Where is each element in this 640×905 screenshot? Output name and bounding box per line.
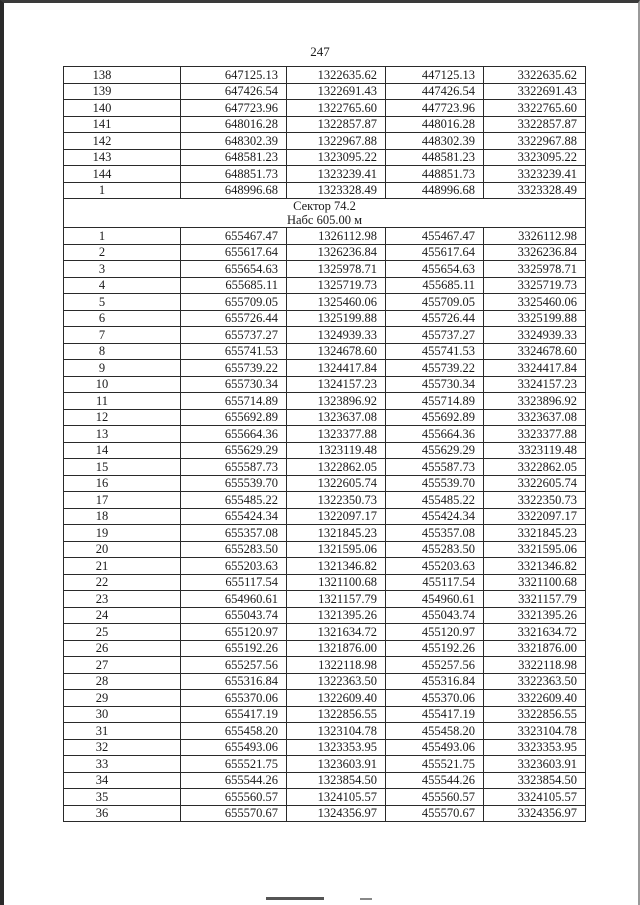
y-coord-cell: 1322765.60 <box>287 100 386 117</box>
point-number-cell: 139 <box>64 83 181 100</box>
x2-coord-cell: 454960.61 <box>386 591 484 608</box>
table-row <box>64 133 586 150</box>
point-number-cell: 27 <box>64 657 181 674</box>
point-number-cell: 11 <box>64 393 181 410</box>
table-row <box>64 277 586 294</box>
point-number-cell: 8 <box>64 343 181 360</box>
y2-coord-cell: 3324939.33 <box>484 327 586 344</box>
x-coord-cell: 655357.08 <box>181 525 287 542</box>
y-coord-cell: 1324417.84 <box>287 360 386 377</box>
y-coord-cell: 1324105.57 <box>287 789 386 806</box>
point-number-cell: 9 <box>64 360 181 377</box>
y-coord-cell: 1326236.84 <box>287 244 386 261</box>
y-coord-cell: 1322609.40 <box>287 690 386 707</box>
table-row <box>64 116 586 133</box>
table-row <box>64 657 586 674</box>
x2-coord-cell: 455709.05 <box>386 294 484 311</box>
y2-coord-cell: 3322862.05 <box>484 459 586 476</box>
y2-coord-cell: 3322118.98 <box>484 657 586 674</box>
y-coord-cell: 1323896.92 <box>287 393 386 410</box>
point-number-cell: 141 <box>64 116 181 133</box>
point-number-cell: 138 <box>64 67 181 84</box>
x2-coord-cell: 455741.53 <box>386 343 484 360</box>
x2-coord-cell: 447723.96 <box>386 100 484 117</box>
x2-coord-cell: 455283.50 <box>386 541 484 558</box>
table-row <box>64 442 586 459</box>
point-number-cell: 1 <box>64 228 181 245</box>
x2-coord-cell: 455737.27 <box>386 327 484 344</box>
x2-coord-cell: 455417.19 <box>386 706 484 723</box>
point-number-cell: 6 <box>64 310 181 327</box>
x-coord-cell: 655283.50 <box>181 541 287 558</box>
y-coord-cell: 1321157.79 <box>287 591 386 608</box>
point-number-cell: 31 <box>64 723 181 740</box>
point-number-cell: 33 <box>64 756 181 773</box>
x-coord-cell: 648302.39 <box>181 133 287 150</box>
y-coord-cell: 1323603.91 <box>287 756 386 773</box>
table-row <box>64 261 586 278</box>
x-coord-cell: 654960.61 <box>181 591 287 608</box>
x-coord-cell: 648851.73 <box>181 166 287 183</box>
y2-coord-cell: 3323603.91 <box>484 756 586 773</box>
table-row <box>64 756 586 773</box>
point-number-cell: 2 <box>64 244 181 261</box>
x-coord-cell: 655521.75 <box>181 756 287 773</box>
table-row <box>64 294 586 311</box>
x-coord-cell: 655544.26 <box>181 772 287 789</box>
table-row <box>64 376 586 393</box>
x-coord-cell: 655685.11 <box>181 277 287 294</box>
point-number-cell: 18 <box>64 508 181 525</box>
x-coord-cell: 655192.26 <box>181 640 287 657</box>
y-coord-cell: 1325460.06 <box>287 294 386 311</box>
table-row <box>64 723 586 740</box>
coordinates-table <box>63 66 586 822</box>
table-row <box>64 100 586 117</box>
point-number-cell: 29 <box>64 690 181 707</box>
x2-coord-cell: 455043.74 <box>386 607 484 624</box>
point-number-cell: 24 <box>64 607 181 624</box>
y2-coord-cell: 3321100.68 <box>484 574 586 591</box>
point-number-cell: 5 <box>64 294 181 311</box>
table-row <box>64 607 586 624</box>
x2-coord-cell: 448302.39 <box>386 133 484 150</box>
y-coord-cell: 1321395.26 <box>287 607 386 624</box>
point-number-cell: 25 <box>64 624 181 641</box>
table-row <box>64 591 586 608</box>
x2-coord-cell: 455203.63 <box>386 558 484 575</box>
x-coord-cell: 655560.57 <box>181 789 287 806</box>
y2-coord-cell: 3323377.88 <box>484 426 586 443</box>
y-coord-cell: 1322862.05 <box>287 459 386 476</box>
x2-coord-cell: 455629.29 <box>386 442 484 459</box>
x-coord-cell: 655458.20 <box>181 723 287 740</box>
x2-coord-cell: 455458.20 <box>386 723 484 740</box>
y2-coord-cell: 3325719.73 <box>484 277 586 294</box>
x2-coord-cell: 455685.11 <box>386 277 484 294</box>
y2-coord-cell: 3323328.49 <box>484 182 586 199</box>
y2-coord-cell: 3326236.84 <box>484 244 586 261</box>
y-coord-cell: 1323095.22 <box>287 149 386 166</box>
x2-coord-cell: 455726.44 <box>386 310 484 327</box>
table-row <box>64 149 586 166</box>
y2-coord-cell: 3321876.00 <box>484 640 586 657</box>
x-coord-cell: 655726.44 <box>181 310 287 327</box>
x2-coord-cell: 455521.75 <box>386 756 484 773</box>
section-header <box>64 199 586 228</box>
y2-coord-cell: 3323353.95 <box>484 739 586 756</box>
x-coord-cell: 655664.36 <box>181 426 287 443</box>
y2-coord-cell: 3323119.48 <box>484 442 586 459</box>
y-coord-cell: 1324356.97 <box>287 805 386 822</box>
y2-coord-cell: 3322609.40 <box>484 690 586 707</box>
x-coord-cell: 655117.54 <box>181 574 287 591</box>
y2-coord-cell: 3323104.78 <box>484 723 586 740</box>
x2-coord-cell: 455654.63 <box>386 261 484 278</box>
y-coord-cell: 1322350.73 <box>287 492 386 509</box>
point-number-cell: 26 <box>64 640 181 657</box>
y2-coord-cell: 3322097.17 <box>484 508 586 525</box>
y2-coord-cell: 3322857.87 <box>484 116 586 133</box>
section-subtitle: Набс 605.00 м <box>286 213 363 227</box>
y-coord-cell: 1323353.95 <box>287 739 386 756</box>
x2-coord-cell: 455570.67 <box>386 805 484 822</box>
y-coord-cell: 1322097.17 <box>287 508 386 525</box>
y-coord-cell: 1322691.43 <box>287 83 386 100</box>
table-row <box>64 409 586 426</box>
y-coord-cell: 1325719.73 <box>287 277 386 294</box>
point-number-cell: 32 <box>64 739 181 756</box>
x2-coord-cell: 455192.26 <box>386 640 484 657</box>
y2-coord-cell: 3321845.23 <box>484 525 586 542</box>
y2-coord-cell: 3323637.08 <box>484 409 586 426</box>
point-number-cell: 35 <box>64 789 181 806</box>
x2-coord-cell: 455467.47 <box>386 228 484 245</box>
x2-coord-cell: 455424.34 <box>386 508 484 525</box>
x-coord-cell: 655741.53 <box>181 343 287 360</box>
table-row <box>64 690 586 707</box>
bottom-mark <box>360 898 372 900</box>
table-row <box>64 244 586 261</box>
x2-coord-cell: 447426.54 <box>386 83 484 100</box>
x2-coord-cell: 455560.57 <box>386 789 484 806</box>
x-coord-cell: 655587.73 <box>181 459 287 476</box>
point-number-cell: 1 <box>64 182 181 199</box>
point-number-cell: 12 <box>64 409 181 426</box>
x2-coord-cell: 455617.64 <box>386 244 484 261</box>
point-number-cell: 22 <box>64 574 181 591</box>
x2-coord-cell: 448851.73 <box>386 166 484 183</box>
x2-coord-cell: 455587.73 <box>386 459 484 476</box>
y-coord-cell: 1321100.68 <box>287 574 386 591</box>
y2-coord-cell: 3323854.50 <box>484 772 586 789</box>
y-coord-cell: 1324157.23 <box>287 376 386 393</box>
y-coord-cell: 1321876.00 <box>287 640 386 657</box>
y2-coord-cell: 3321595.06 <box>484 541 586 558</box>
y-coord-cell: 1323119.48 <box>287 442 386 459</box>
table-row <box>64 640 586 657</box>
y2-coord-cell: 3322635.62 <box>484 67 586 84</box>
x-coord-cell: 655570.67 <box>181 805 287 822</box>
x2-coord-cell: 455117.54 <box>386 574 484 591</box>
point-number-cell: 23 <box>64 591 181 608</box>
x-coord-cell: 655120.97 <box>181 624 287 641</box>
x-coord-cell: 655424.34 <box>181 508 287 525</box>
y2-coord-cell: 3323095.22 <box>484 149 586 166</box>
table-row <box>64 182 586 199</box>
y-coord-cell: 1322967.88 <box>287 133 386 150</box>
table-row <box>64 558 586 575</box>
x2-coord-cell: 448996.68 <box>386 182 484 199</box>
y2-coord-cell: 3323896.92 <box>484 393 586 410</box>
table-row <box>64 228 586 245</box>
y2-coord-cell: 3324678.60 <box>484 343 586 360</box>
x-coord-cell: 655257.56 <box>181 657 287 674</box>
y2-coord-cell: 3322691.43 <box>484 83 586 100</box>
table-body-bottom <box>64 228 586 822</box>
x2-coord-cell: 448581.23 <box>386 149 484 166</box>
table-row <box>64 706 586 723</box>
table-row <box>64 525 586 542</box>
x-coord-cell: 647723.96 <box>181 100 287 117</box>
point-number-cell: 7 <box>64 327 181 344</box>
y-coord-cell: 1326112.98 <box>287 228 386 245</box>
y-coord-cell: 1323104.78 <box>287 723 386 740</box>
table-row <box>64 805 586 822</box>
x2-coord-cell: 455316.84 <box>386 673 484 690</box>
y2-coord-cell: 3324105.57 <box>484 789 586 806</box>
x2-coord-cell: 455714.89 <box>386 393 484 410</box>
y2-coord-cell: 3325199.88 <box>484 310 586 327</box>
table-row <box>64 624 586 641</box>
x2-coord-cell: 455370.06 <box>386 690 484 707</box>
y2-coord-cell: 3322605.74 <box>484 475 586 492</box>
y-coord-cell: 1325199.88 <box>287 310 386 327</box>
x2-coord-cell: 455493.06 <box>386 739 484 756</box>
x-coord-cell: 655654.63 <box>181 261 287 278</box>
x2-coord-cell: 455539.70 <box>386 475 484 492</box>
point-number-cell: 34 <box>64 772 181 789</box>
x-coord-cell: 655467.47 <box>181 228 287 245</box>
y-coord-cell: 1322605.74 <box>287 475 386 492</box>
x-coord-cell: 648581.23 <box>181 149 287 166</box>
y-coord-cell: 1322635.62 <box>287 67 386 84</box>
y-coord-cell: 1323239.41 <box>287 166 386 183</box>
y2-coord-cell: 3324356.97 <box>484 805 586 822</box>
table-row <box>64 492 586 509</box>
table-body-top <box>64 67 586 199</box>
x-coord-cell: 647125.13 <box>181 67 287 84</box>
page-number: 247 <box>310 44 330 59</box>
y2-coord-cell: 3321634.72 <box>484 624 586 641</box>
point-number-cell: 36 <box>64 805 181 822</box>
y2-coord-cell: 3324157.23 <box>484 376 586 393</box>
point-number-cell: 19 <box>64 525 181 542</box>
table-row <box>64 739 586 756</box>
section-header-cell <box>64 199 586 228</box>
x-coord-cell: 655316.84 <box>181 673 287 690</box>
point-number-cell: 14 <box>64 442 181 459</box>
table-row <box>64 574 586 591</box>
y-coord-cell: 1321634.72 <box>287 624 386 641</box>
x2-coord-cell: 455692.89 <box>386 409 484 426</box>
x2-coord-cell: 455664.36 <box>386 426 484 443</box>
table-row <box>64 327 586 344</box>
point-number-cell: 140 <box>64 100 181 117</box>
table-row <box>64 508 586 525</box>
y2-coord-cell: 3321346.82 <box>484 558 586 575</box>
y-coord-cell: 1322118.98 <box>287 657 386 674</box>
x2-coord-cell: 455730.34 <box>386 376 484 393</box>
table-row <box>64 166 586 183</box>
point-number-cell: 143 <box>64 149 181 166</box>
table-row <box>64 360 586 377</box>
x2-coord-cell: 455739.22 <box>386 360 484 377</box>
point-number-cell: 13 <box>64 426 181 443</box>
x2-coord-cell: 455257.56 <box>386 657 484 674</box>
x-coord-cell: 648016.28 <box>181 116 287 133</box>
x-coord-cell: 655692.89 <box>181 409 287 426</box>
y2-coord-cell: 3322856.55 <box>484 706 586 723</box>
point-number-cell: 3 <box>64 261 181 278</box>
table-row <box>64 475 586 492</box>
x-coord-cell: 648996.68 <box>181 182 287 199</box>
x-coord-cell: 655417.19 <box>181 706 287 723</box>
point-number-cell: 10 <box>64 376 181 393</box>
x2-coord-cell: 455120.97 <box>386 624 484 641</box>
section-header-row <box>64 199 586 228</box>
y2-coord-cell: 3322363.50 <box>484 673 586 690</box>
x2-coord-cell: 455357.08 <box>386 525 484 542</box>
x-coord-cell: 655629.29 <box>181 442 287 459</box>
x2-coord-cell: 447125.13 <box>386 67 484 84</box>
y2-coord-cell: 3325460.06 <box>484 294 586 311</box>
x-coord-cell: 655043.74 <box>181 607 287 624</box>
x2-coord-cell: 448016.28 <box>386 116 484 133</box>
x-coord-cell: 655714.89 <box>181 393 287 410</box>
y2-coord-cell: 3325978.71 <box>484 261 586 278</box>
table-row <box>64 772 586 789</box>
point-number-cell: 15 <box>64 459 181 476</box>
bottom-rule <box>266 897 324 900</box>
x2-coord-cell: 455485.22 <box>386 492 484 509</box>
y-coord-cell: 1321595.06 <box>287 541 386 558</box>
y2-coord-cell: 3323239.41 <box>484 166 586 183</box>
point-number-cell: 20 <box>64 541 181 558</box>
y2-coord-cell: 3324417.84 <box>484 360 586 377</box>
table-row <box>64 343 586 360</box>
section-title: Сектор 74.2 <box>293 199 356 213</box>
x-coord-cell: 655730.34 <box>181 376 287 393</box>
y-coord-cell: 1325978.71 <box>287 261 386 278</box>
point-number-cell: 30 <box>64 706 181 723</box>
y2-coord-cell: 3321395.26 <box>484 607 586 624</box>
point-number-cell: 16 <box>64 475 181 492</box>
y2-coord-cell: 3321157.79 <box>484 591 586 608</box>
x-coord-cell: 655493.06 <box>181 739 287 756</box>
table-row <box>64 426 586 443</box>
x-coord-cell: 655370.06 <box>181 690 287 707</box>
y-coord-cell: 1322856.55 <box>287 706 386 723</box>
point-number-cell: 4 <box>64 277 181 294</box>
x-coord-cell: 655203.63 <box>181 558 287 575</box>
table-row <box>64 310 586 327</box>
y-coord-cell: 1322857.87 <box>287 116 386 133</box>
point-number-cell: 17 <box>64 492 181 509</box>
table-row <box>64 673 586 690</box>
x-coord-cell: 655617.64 <box>181 244 287 261</box>
table-row <box>64 83 586 100</box>
x2-coord-cell: 455544.26 <box>386 772 484 789</box>
table-row <box>64 459 586 476</box>
y2-coord-cell: 3322765.60 <box>484 100 586 117</box>
point-number-cell: 142 <box>64 133 181 150</box>
y2-coord-cell: 3326112.98 <box>484 228 586 245</box>
point-number-cell: 144 <box>64 166 181 183</box>
y-coord-cell: 1323328.49 <box>287 182 386 199</box>
x-coord-cell: 655737.27 <box>181 327 287 344</box>
x-coord-cell: 655539.70 <box>181 475 287 492</box>
y-coord-cell: 1323854.50 <box>287 772 386 789</box>
y-coord-cell: 1321845.23 <box>287 525 386 542</box>
y2-coord-cell: 3322967.88 <box>484 133 586 150</box>
x-coord-cell: 655485.22 <box>181 492 287 509</box>
point-number-cell: 21 <box>64 558 181 575</box>
y-coord-cell: 1323637.08 <box>287 409 386 426</box>
x-coord-cell: 655739.22 <box>181 360 287 377</box>
table-row <box>64 67 586 84</box>
y-coord-cell: 1321346.82 <box>287 558 386 575</box>
table-row <box>64 789 586 806</box>
table-row <box>64 541 586 558</box>
y-coord-cell: 1323377.88 <box>287 426 386 443</box>
y-coord-cell: 1324939.33 <box>287 327 386 344</box>
y-coord-cell: 1324678.60 <box>287 343 386 360</box>
point-number-cell: 28 <box>64 673 181 690</box>
table-row <box>64 393 586 410</box>
y-coord-cell: 1322363.50 <box>287 673 386 690</box>
x-coord-cell: 655709.05 <box>181 294 287 311</box>
y2-coord-cell: 3322350.73 <box>484 492 586 509</box>
x-coord-cell: 647426.54 <box>181 83 287 100</box>
